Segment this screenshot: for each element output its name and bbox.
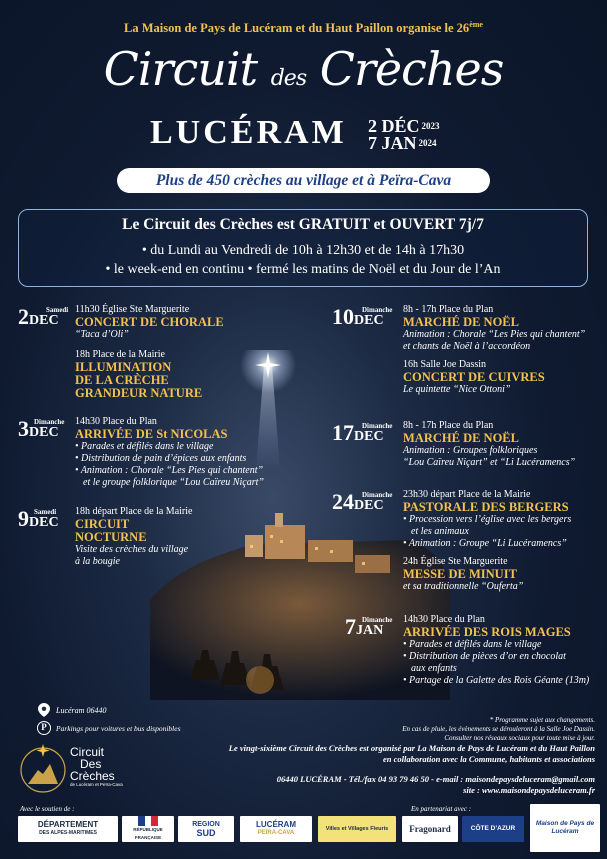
event-bullet: • Procession vers l’église avec les bergers bbox=[403, 514, 598, 526]
town-title: LUCÉRAM bbox=[150, 114, 347, 151]
logo-text: LUCÉRAM bbox=[256, 820, 296, 829]
logo-departement bbox=[18, 816, 118, 842]
logo-line: Des bbox=[80, 757, 102, 771]
date-number: 7 bbox=[345, 614, 356, 639]
event-time: 8h - 17h Place du Plan bbox=[403, 420, 494, 431]
event-desc: “Lou Caïreu Niçart” et “Li Lucéramencs” bbox=[403, 457, 576, 468]
date-weekday: Samedi bbox=[34, 508, 57, 516]
opening-weekend: • le week-end en continu • fermé les matins de Noël et du Jour de l’An bbox=[105, 262, 501, 277]
contact-block bbox=[160, 774, 595, 796]
event-7-jan bbox=[403, 614, 598, 687]
date-month: JAN bbox=[356, 623, 384, 638]
logo-text: DES ALPES-MARITIMES bbox=[39, 830, 97, 836]
event-10-dec bbox=[403, 304, 598, 396]
date-month: DEC bbox=[354, 313, 384, 328]
event-bullet: • Distribution de pièces d’or en chocolat bbox=[403, 651, 598, 663]
date-2-dec bbox=[18, 304, 69, 330]
organizer-line: en collaboration avec la Commune, habitants et associations bbox=[382, 754, 595, 764]
organizer-text bbox=[160, 743, 595, 765]
event-bullet: • Animation : Chorale “Les Pies qui chantent” bbox=[75, 465, 275, 477]
contact-line: 06440 LUCÉRAM - Tél./fax 04 93 79 46 50 - e-mail : maisondepaysdeluceram@gmail.com bbox=[276, 774, 595, 784]
date-month: DEC bbox=[29, 515, 59, 530]
event-desc: Animation : Groupes folkloriques bbox=[403, 445, 538, 456]
date-9-dec bbox=[18, 506, 59, 532]
event-bullet: • Distribution de pain d’épices aux enfants bbox=[75, 453, 275, 465]
parking-icon: P bbox=[37, 721, 51, 735]
event-time: 24h Église Ste Marguerite bbox=[403, 556, 508, 567]
footer-notes bbox=[340, 716, 595, 743]
year-start: 2023 bbox=[421, 121, 440, 131]
logo-fragonard: Fragonard bbox=[402, 816, 458, 842]
date-number: 2 bbox=[18, 304, 29, 329]
date-month: DEC bbox=[354, 498, 384, 513]
event-title: MARCHÉ DE NOËL bbox=[403, 431, 519, 445]
event-desc: Visite des crèches du village bbox=[75, 544, 189, 555]
date-weekday: Dimanche bbox=[362, 306, 393, 314]
location-pin-icon bbox=[38, 703, 50, 717]
event-17-dec bbox=[403, 420, 598, 469]
logo-cote-azur: CÔTE D’AZUR bbox=[462, 816, 524, 842]
subtitle-banner: Plus de 450 crèches au village et à Peïra-Cava bbox=[117, 168, 490, 193]
event-title: ILLUMINATION bbox=[75, 360, 172, 374]
date-number: 24 bbox=[332, 489, 354, 514]
event-time: 14h30 Place du Plan bbox=[403, 614, 485, 625]
event-bullet: • Parades et défilés dans le village bbox=[75, 441, 275, 453]
circuit-logo bbox=[20, 740, 135, 800]
event-bullet-cont: et les animaux bbox=[411, 526, 469, 537]
date-10-dec bbox=[332, 304, 393, 330]
date-start: 2 DÉC bbox=[368, 116, 420, 136]
logo-text: PEÏRA-CAVA bbox=[257, 830, 295, 836]
logo-line: Circuit bbox=[70, 745, 105, 759]
title-creches: Crèches bbox=[319, 42, 504, 96]
event-bullet-cont: aux enfants bbox=[411, 663, 457, 674]
logo-luceram bbox=[240, 816, 312, 842]
event-title: NOCTURNE bbox=[75, 530, 147, 544]
event-desc: et chants de Noël à l’accordéon bbox=[403, 341, 531, 352]
logo-maison-de-pays: Maison de Pays de Lucéram bbox=[530, 804, 600, 852]
event-title: CONCERT DE CHORALE bbox=[75, 315, 224, 329]
opening-weekdays: • du Lundi au Vendredi de 10h à 12h30 et de 14h à 17h30 bbox=[141, 243, 465, 258]
event-time: 16h Salle Joe Dassin bbox=[403, 359, 487, 370]
logo-region-sud bbox=[178, 816, 234, 842]
event-time: 23h30 départ Place de la Mairie bbox=[403, 489, 531, 500]
title-circuit: Circuit bbox=[103, 42, 258, 96]
date-number: 9 bbox=[18, 506, 29, 531]
date-7-jan bbox=[345, 614, 393, 640]
event-time: 11h30 Église Ste Marguerite bbox=[75, 304, 190, 315]
support-label: Avec le soutien de : bbox=[20, 805, 75, 813]
date-month: DEC bbox=[354, 429, 384, 444]
intro-line bbox=[0, 20, 607, 36]
date-number: 17 bbox=[332, 420, 354, 445]
event-desc: “Taca d’Oli” bbox=[75, 329, 129, 340]
date-3-dec bbox=[18, 416, 65, 442]
logo-villes-fleuris: Villes et Villages Fleuris bbox=[318, 816, 396, 842]
logo-text: SUD bbox=[196, 828, 216, 838]
footer-note: Consulter nos réseaux sociaux pour toute mise à jour. bbox=[444, 734, 595, 742]
event-title: ARRIVÉE DES ROIS MAGES bbox=[403, 625, 571, 639]
crib-logo-icon bbox=[20, 740, 66, 798]
event-9-dec bbox=[75, 506, 245, 568]
date-month: DEC bbox=[29, 313, 59, 328]
opening-title: Le Circuit des Crèches est GRATUIT et OUVERT 7j/7 bbox=[122, 216, 484, 233]
date-24-dec bbox=[332, 489, 393, 515]
date-weekday: Dimanche bbox=[362, 491, 393, 499]
event-time: 14h30 Place du Plan bbox=[75, 416, 157, 427]
event-title: MESSE DE MINUIT bbox=[403, 567, 517, 581]
event-time: 8h - 17h Place du Plan bbox=[403, 304, 494, 315]
organizer-line: Le vingt-sixième Circuit des Crèches est organisé par La Maison de Pays de Lucéram et du Haut Paillon bbox=[228, 743, 595, 753]
logo-line: de Lucéram et Peïra-Cava bbox=[70, 782, 123, 787]
event-desc: et sa traditionnelle “Ouferta” bbox=[403, 581, 524, 592]
logo-republique bbox=[122, 816, 174, 842]
footer-note: * Programme sujet aux changements. bbox=[489, 716, 595, 724]
date-number: 10 bbox=[332, 304, 354, 329]
event-title: DE LA CRÈCHE bbox=[75, 373, 169, 387]
event-title: ARRIVÉE DE St NICOLAS bbox=[75, 427, 228, 441]
logo-text bbox=[70, 746, 123, 788]
event-title: CONCERT DE CUIVRES bbox=[403, 370, 545, 384]
event-desc: Animation : Chorale “Les Pies qui chantent” bbox=[403, 329, 586, 340]
main-title bbox=[0, 42, 607, 96]
event-desc: Le quintette “Nice Ottoni” bbox=[403, 384, 511, 395]
logo-text: RÉPUBLIQUE FRANÇAISE bbox=[133, 827, 163, 840]
event-time: 18h Place de la Mairie bbox=[75, 349, 165, 360]
event-desc: à la bougie bbox=[75, 556, 120, 567]
event-bullet: • Parades et défilés dans le village bbox=[403, 639, 598, 651]
year-end: 2024 bbox=[418, 138, 437, 148]
event-24-dec bbox=[403, 489, 598, 593]
date-weekday: Dimanche bbox=[362, 422, 393, 430]
date-month: DEC bbox=[29, 425, 59, 440]
logo-line: Crèches bbox=[70, 769, 115, 783]
date-17-dec bbox=[332, 420, 393, 446]
event-title: CIRCUIT bbox=[75, 517, 130, 531]
title-des: des bbox=[270, 66, 307, 91]
date-number: 3 bbox=[18, 416, 29, 441]
event-bullet: • Partage de la Galette des Rois Géante (13m) bbox=[403, 675, 598, 687]
address-text: Lucéram 06440 bbox=[56, 706, 107, 715]
event-title: GRANDEUR NATURE bbox=[75, 386, 203, 400]
date-weekday: Samedi bbox=[46, 306, 69, 314]
date-weekday: Dimanche bbox=[362, 616, 393, 624]
logo-text: DÉPARTEMENT bbox=[37, 820, 99, 829]
date-weekday: Dimanche bbox=[34, 418, 65, 426]
date-end: 7 JAN bbox=[368, 133, 417, 153]
contact-website: site : www.maisondepaysdeluceram.fr bbox=[463, 785, 595, 795]
event-bullet: • Animation : Groupe “Li Lucéramencs” bbox=[403, 538, 598, 550]
logo-text: REGION bbox=[192, 821, 220, 828]
parking-text: Parkings pour voitures et bus disponibles bbox=[56, 724, 181, 733]
event-3-dec bbox=[75, 416, 275, 489]
event-2-dec bbox=[75, 304, 275, 400]
event-title: MARCHÉ DE NOËL bbox=[403, 315, 519, 329]
footer-note: En cas de pluie, les évènements se dérouleront à la Salle Joe Dassin. bbox=[402, 725, 595, 733]
intro-sup: ème bbox=[469, 20, 483, 29]
french-flag-icon bbox=[138, 816, 158, 826]
festival-dates bbox=[368, 118, 440, 152]
event-bullet-cont: et le groupe folklorique “Lou Caïreu Niçart” bbox=[83, 477, 264, 488]
event-time: 18h départ Place de la Mairie bbox=[75, 506, 193, 517]
partner-label: En partenariat avec : bbox=[411, 805, 472, 813]
event-title: PASTORALE DES BERGERS bbox=[403, 500, 569, 514]
intro-text: La Maison de Pays de Lucéram et du Haut Paillon organise le 26 bbox=[124, 21, 470, 36]
